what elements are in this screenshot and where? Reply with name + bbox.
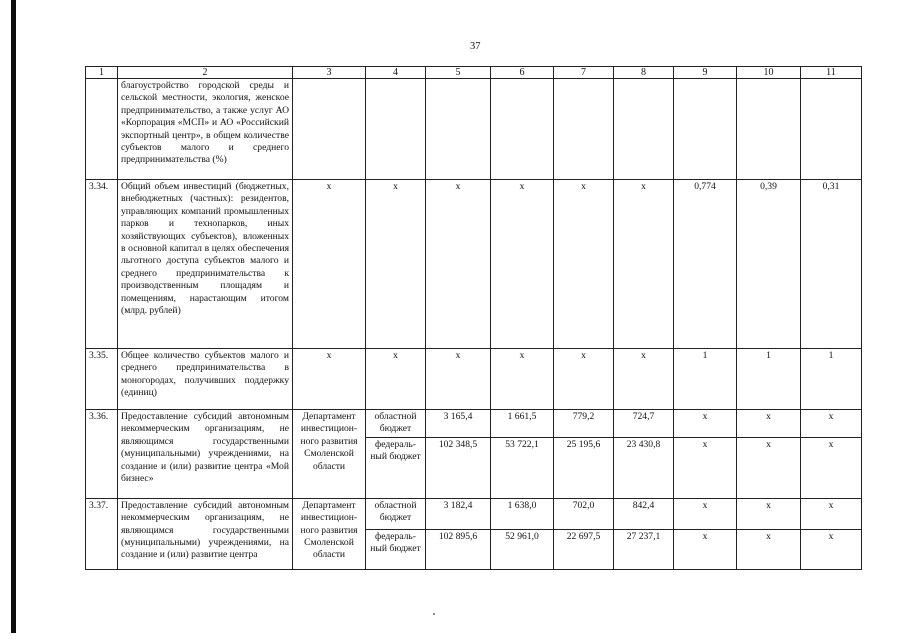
- table-cell: 22 697,5: [554, 529, 614, 569]
- measures-table: [85, 66, 862, 570]
- table-cell: [554, 79, 614, 180]
- table-cell: [491, 79, 554, 180]
- table-cell: 23 430,8: [614, 437, 674, 498]
- table-cell: 102 348,5: [426, 437, 491, 498]
- row-number: [86, 79, 118, 180]
- table-cell: х: [801, 498, 862, 529]
- table-cell: х: [801, 437, 862, 498]
- table-cell: х: [674, 437, 737, 498]
- table-cell: [801, 79, 862, 180]
- table-cell: 3 165,4: [426, 410, 491, 438]
- header-cell: 4: [366, 67, 426, 79]
- header-cell: 8: [614, 67, 674, 79]
- row-number: 3.37.: [86, 498, 118, 569]
- row-number: 3.34.: [86, 180, 118, 349]
- table-cell: х: [737, 437, 801, 498]
- executor-cell: Департамент инвестицион-ного развития Смоленской области: [293, 410, 366, 499]
- header-row: [86, 67, 862, 79]
- row-description: Предоставление субсидий автономным некоммерческим организациям, не являющимся государственными (муниципальными) учреждениями, на создание и (или) развитие центра «Мой бизнес»: [118, 410, 293, 499]
- header-cell: 1: [86, 67, 118, 79]
- table-cell: х: [674, 410, 737, 438]
- table-cell: х: [554, 349, 614, 410]
- table-cell: 779,2: [554, 410, 614, 438]
- table-cell: [366, 79, 426, 180]
- table-cell: х: [491, 349, 554, 410]
- row-number: 3.36.: [86, 410, 118, 499]
- table-cell: х: [366, 349, 426, 410]
- header-cell: 7: [554, 67, 614, 79]
- table-cell: 1: [737, 349, 801, 410]
- table-cell: х: [674, 529, 737, 569]
- table-cell: х: [737, 529, 801, 569]
- table-cell: х: [293, 349, 366, 410]
- row-description: Предоставление субсидий автономным некоммерческим организациям, не являющимся государственными (муниципальными) учреждениями, на создание и (или) развитие центра: [118, 498, 293, 569]
- table-cell: х: [674, 498, 737, 529]
- table-cell: 0,31: [801, 180, 862, 349]
- table-cell: 1 638,0: [491, 498, 554, 529]
- table-cell: 842,4: [614, 498, 674, 529]
- header-cell: 5: [426, 67, 491, 79]
- table-cell: х: [426, 180, 491, 349]
- table-cell: х: [293, 180, 366, 349]
- table-cell: х: [801, 529, 862, 569]
- executor-cell: Департамент инвестицион-ного развития Смоленской области: [293, 498, 366, 569]
- table-row: [86, 349, 862, 410]
- header-cell: 2: [118, 67, 293, 79]
- table-row: [86, 410, 862, 438]
- table-cell: х: [614, 349, 674, 410]
- table-cell: 102 895,6: [426, 529, 491, 569]
- row-description: Общее количество субъектов малого и среднего предпринимательства в моногородах, получивших поддержку (единиц): [118, 349, 293, 410]
- table-cell: х: [614, 180, 674, 349]
- page-number: 37: [470, 41, 481, 52]
- scan-edge-bar: [11, 0, 16, 633]
- table-cell: [674, 79, 737, 180]
- table-cell: х: [737, 498, 801, 529]
- table-cell: 0,774: [674, 180, 737, 349]
- table-cell: 0,39: [737, 180, 801, 349]
- header-cell: 9: [674, 67, 737, 79]
- table-cell: 1: [801, 349, 862, 410]
- table-cell: [426, 79, 491, 180]
- scan-speck: [433, 613, 435, 615]
- table-cell: х: [366, 180, 426, 349]
- table-cell: 52 961,0: [491, 529, 554, 569]
- funding-source-cell: федераль-ный бюджет: [366, 529, 426, 569]
- table-cell: х: [426, 349, 491, 410]
- table-row: [86, 79, 862, 180]
- table-cell: х: [554, 180, 614, 349]
- table-cell: 3 182,4: [426, 498, 491, 529]
- table-cell: х: [737, 410, 801, 438]
- header-cell: 3: [293, 67, 366, 79]
- table-cell: 724,7: [614, 410, 674, 438]
- funding-source-cell: областной бюджет: [366, 498, 426, 529]
- table-cell: 1 661,5: [491, 410, 554, 438]
- row-description: благоустройство городской среды и сельской местности, экология, женское предпринимательство, а также услуг АО «Корпорация «МСП» и АО «Российский экспортный центр», в общем количестве субъектов малого и среднего предпринимательства (%): [118, 79, 293, 180]
- funding-source-cell: областной бюджет: [366, 410, 426, 438]
- row-number: 3.35.: [86, 349, 118, 410]
- table-cell: 25 195,6: [554, 437, 614, 498]
- table-cell: [293, 79, 366, 180]
- table-row: [86, 498, 862, 529]
- table-cell: 53 722,1: [491, 437, 554, 498]
- header-cell: 6: [491, 67, 554, 79]
- header-cell: 11: [801, 67, 862, 79]
- table-cell: [614, 79, 674, 180]
- table-row: [86, 180, 862, 349]
- table-cell: [737, 79, 801, 180]
- header-cell: 10: [737, 67, 801, 79]
- table-cell: 702,0: [554, 498, 614, 529]
- row-description: Общий объем инвестиций (бюджетных, внебюджетных (частных): резидентов, управляющих компаний промышленных парков и технопарков, иных хозяйствующих субъектов), вложенных в основной капитал в целях обеспечения льготного доступа субъектов малого и среднего предпринимательства к производственным площадям и помещениям, нарастающим итогом (млрд. рублей): [118, 180, 293, 349]
- table-cell: х: [491, 180, 554, 349]
- table-cell: х: [801, 410, 862, 438]
- table-cell: 1: [674, 349, 737, 410]
- funding-source-cell: федераль-ный бюджет: [366, 437, 426, 498]
- table-cell: 27 237,1: [614, 529, 674, 569]
